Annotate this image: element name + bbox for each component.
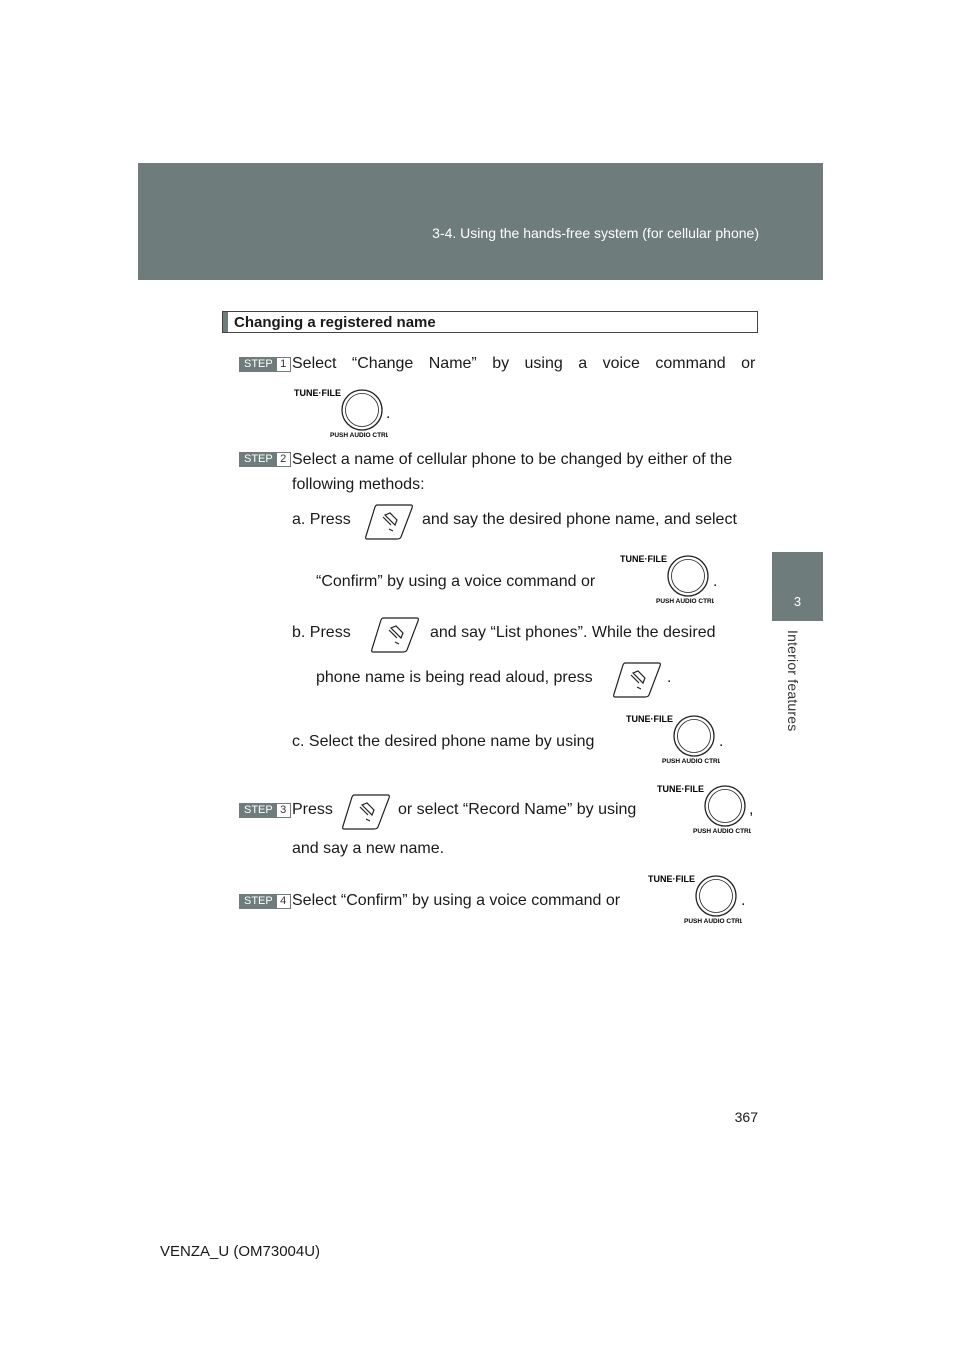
method-c-period: . bbox=[719, 733, 724, 750]
chapter-header bbox=[138, 163, 823, 280]
chapter-section-title: 3-4. Using the hands-free system (for cellular phone) bbox=[432, 225, 759, 241]
section-title-bar bbox=[223, 312, 228, 332]
step-number: 3 bbox=[277, 804, 290, 817]
talk-switch-icon bbox=[363, 503, 415, 541]
knob-top-label: TUNE·FILE bbox=[657, 784, 704, 794]
step-2-text-cont: following methods: bbox=[292, 476, 425, 493]
method-c-text: c. Select the desired phone name by using bbox=[292, 733, 595, 750]
step-word: STEP bbox=[240, 895, 277, 908]
method-b-read-text: phone name is being read aloud, press bbox=[316, 669, 593, 686]
tune-file-knob-icon bbox=[618, 549, 714, 607]
page-number: 367 bbox=[734, 1109, 758, 1125]
step-number: 2 bbox=[277, 453, 290, 466]
step-4-period: . bbox=[741, 892, 746, 909]
step-1-period: . bbox=[386, 405, 391, 422]
knob-bottom-label: PUSH AUDIO CTRL bbox=[693, 828, 751, 835]
step-1-badge bbox=[239, 357, 291, 372]
tune-file-knob-icon bbox=[646, 869, 742, 927]
method-a-text: a. Press bbox=[292, 511, 351, 528]
step-4-text: Select “Confirm” by using a voice command or bbox=[292, 892, 621, 909]
step-3-badge bbox=[239, 803, 291, 818]
talk-switch-icon bbox=[611, 661, 663, 699]
tune-file-knob-icon bbox=[292, 383, 391, 441]
step-word: STEP bbox=[240, 453, 277, 466]
step-number: 1 bbox=[277, 358, 290, 371]
step-3-text-end: and say a new name. bbox=[292, 840, 445, 857]
step-3-comma: , bbox=[749, 801, 754, 818]
tune-file-knob-icon bbox=[624, 709, 720, 767]
section-title-box bbox=[222, 311, 758, 333]
chapter-tab bbox=[772, 552, 823, 621]
knob-bottom-label: PUSH AUDIO CTRL bbox=[662, 758, 720, 765]
talk-switch-icon bbox=[340, 793, 392, 831]
step-2-badge bbox=[239, 452, 291, 467]
knob-top-label: TUNE·FILE bbox=[620, 554, 667, 564]
method-b-period: . bbox=[667, 669, 672, 686]
knob-bottom-label: PUSH AUDIO CTRL bbox=[684, 918, 742, 925]
method-a-period: . bbox=[713, 573, 718, 590]
talk-switch-icon bbox=[369, 616, 421, 654]
knob-bottom-label: PUSH AUDIO CTRL bbox=[330, 432, 388, 439]
section-title: Changing a registered name bbox=[234, 314, 436, 331]
knob-top-label: TUNE·FILE bbox=[294, 388, 341, 398]
method-a-confirm-text: “Confirm” by using a voice command or bbox=[316, 573, 596, 590]
knob-top-label: TUNE·FILE bbox=[648, 874, 695, 884]
step-2-text: Select a name of cellular phone to be changed by either of the bbox=[292, 451, 733, 468]
step-number: 4 bbox=[277, 895, 290, 908]
tune-file-knob-icon bbox=[655, 779, 754, 837]
step-3-text: Press bbox=[292, 801, 333, 818]
knob-bottom-label: PUSH AUDIO CTRL bbox=[656, 598, 714, 605]
chapter-label: Interior features bbox=[785, 630, 801, 732]
step-word: STEP bbox=[240, 804, 277, 817]
manual-code: VENZA_U (OM73004U) bbox=[160, 1243, 321, 1260]
step-4-badge bbox=[239, 894, 291, 909]
knob-top-label: TUNE·FILE bbox=[626, 714, 673, 724]
step-3-text-cont: or select “Record Name” by using bbox=[398, 801, 637, 818]
chapter-number: 3 bbox=[793, 594, 802, 609]
step-1-text: Select “Change Name” by using a voice command or bbox=[292, 355, 756, 372]
step-word: STEP bbox=[240, 358, 277, 371]
method-b-text: b. Press bbox=[292, 624, 351, 641]
method-b-text-cont: and say “List phones”. While the desired bbox=[430, 624, 716, 641]
method-a-text-cont: and say the desired phone name, and select bbox=[422, 511, 737, 528]
